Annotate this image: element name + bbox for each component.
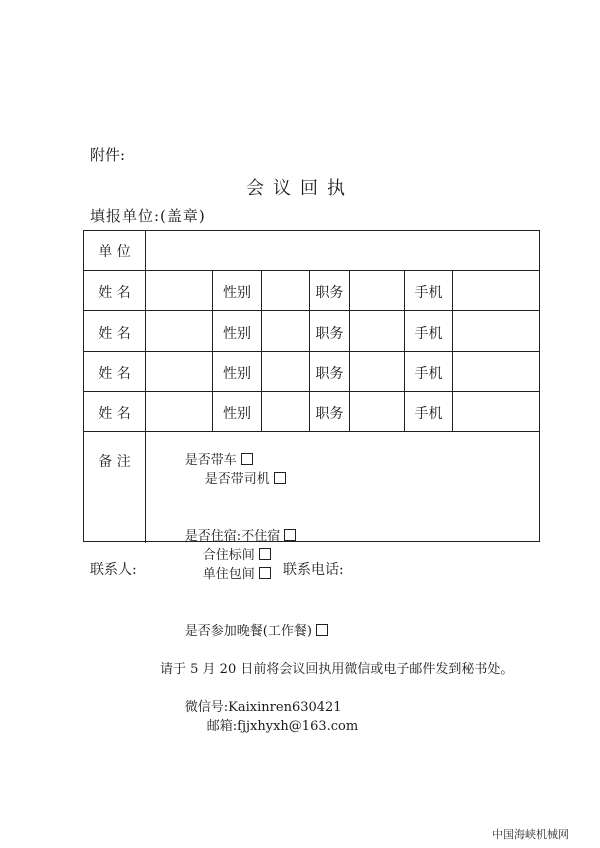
single-room-label: 单住包间: [202, 567, 255, 582]
no-lodging-label: 不住宿: [241, 529, 281, 544]
remarks-content: [160, 432, 513, 755]
attachment-label: 附件:: [90, 146, 126, 164]
page-title: 会议回执: [246, 178, 354, 199]
gender-label: 性别: [223, 366, 251, 382]
single-room-checkbox[interactable]: [259, 567, 271, 579]
name-field[interactable]: [146, 317, 212, 345]
position-field[interactable]: [350, 276, 404, 304]
name-label: 姓 名: [98, 406, 131, 422]
site-watermark: 中国海峡机械网: [492, 828, 569, 841]
position-label: 职务: [315, 406, 344, 422]
instruction-text: 请于 5 月 20 日前将会议回执用微信或电子邮件发到秘书处。: [160, 662, 514, 677]
phone-label: 手机: [414, 285, 443, 301]
gender-field[interactable]: [262, 357, 309, 385]
driver-checkbox[interactable]: [274, 472, 286, 484]
reporting-unit-label: 填报单位:(盖章): [90, 207, 206, 225]
gender-label: 性别: [223, 326, 251, 342]
phone-label: 手机: [414, 366, 443, 382]
position-label: 职务: [315, 326, 344, 342]
email-address: 邮箱:fjjxhyxh@163.com: [206, 719, 359, 734]
name-field[interactable]: [146, 397, 212, 425]
shared-room-label: 合住标间: [202, 548, 255, 563]
lodging-label: 是否住宿:: [184, 529, 242, 544]
name-label: 姓 名: [98, 326, 131, 342]
gender-label: 性别: [223, 406, 251, 422]
unit-label: 单 位: [98, 244, 131, 260]
phone-field[interactable]: [453, 276, 540, 304]
gender-label: 性别: [223, 285, 251, 301]
car-label: 是否带车: [184, 453, 237, 468]
name-label: 姓 名: [98, 366, 131, 382]
wechat-id: 微信号:Kaixinren630421: [184, 700, 342, 715]
name-label: 姓 名: [98, 285, 131, 301]
dinner-label: 是否参加晚餐(工作餐): [184, 624, 312, 639]
remarks-label: 备 注: [98, 454, 131, 470]
position-label: 职务: [315, 366, 344, 382]
no-lodging-checkbox[interactable]: [284, 529, 296, 541]
name-field[interactable]: [146, 276, 212, 304]
contact-person-label: 联系人:: [90, 562, 137, 578]
phone-field[interactable]: [453, 317, 540, 345]
gender-field[interactable]: [262, 397, 309, 425]
position-field[interactable]: [350, 317, 404, 345]
gender-field[interactable]: [262, 276, 309, 304]
gender-field[interactable]: [262, 317, 309, 345]
driver-label: 是否带司机: [204, 472, 270, 487]
contact-phone-label: 联系电话:: [283, 562, 344, 578]
phone-label: 手机: [414, 326, 443, 342]
phone-label: 手机: [414, 406, 443, 422]
dinner-checkbox[interactable]: [316, 624, 328, 636]
phone-field[interactable]: [453, 397, 540, 425]
car-checkbox[interactable]: [241, 453, 253, 465]
phone-field[interactable]: [453, 357, 540, 385]
position-field[interactable]: [350, 397, 404, 425]
position-field[interactable]: [350, 357, 404, 385]
name-field[interactable]: [146, 357, 212, 385]
position-label: 职务: [315, 285, 344, 301]
shared-room-checkbox[interactable]: [259, 548, 271, 560]
unit-field[interactable]: [146, 241, 540, 261]
